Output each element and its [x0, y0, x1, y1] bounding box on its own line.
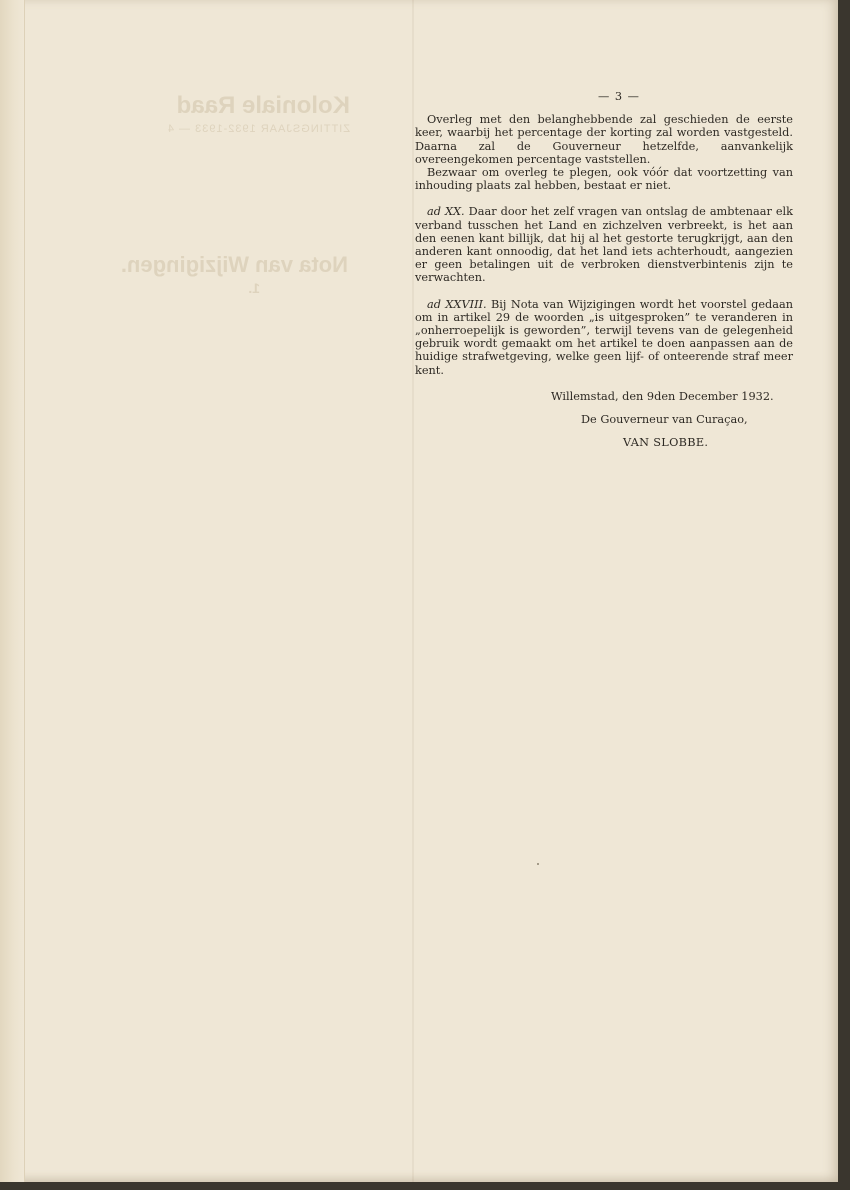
show-through-subtitle: ZITTINGSJAAR 1932-1933 — 4 [166, 123, 350, 135]
paragraph-ad-xxviii [415, 298, 793, 377]
article-reference: ad XXVIII. [427, 297, 487, 311]
paragraph-text: Bezwaar om overleg te plegen, ook vóór dat voortzetting van inhouding plaats zal hebben, bestaat er niet. [415, 166, 793, 193]
page-fold [412, 0, 414, 1182]
show-through-number: 1. [248, 280, 260, 296]
page-number: — 3 — [598, 90, 640, 103]
paragraph-text: Daar door het zelf vragen van ontslag de ambtenaar elk verband tusschen het Land en zichzelven verbreekt, is het aan den eenen kant billijk, dat hij al het gestorte terugkrijgt, aan den anderen kant onnoodig, dat het land iets achterhoudt, aangezien er geen betalingen uit de verbroken dienstverbintenis zijn te verwachten. [415, 205, 794, 285]
show-through-title: Koloniale Raad [176, 92, 350, 119]
paragraph-overleg [415, 113, 793, 166]
place-date: Willemstad, den 9den December 1932. [551, 389, 774, 403]
paragraph-text: Overleg met den belanghebbende zal geschieden de eerste keer, waarbij het percentage der korting zal worden vastgesteld. Daarna zal de Gouverneur hetzelfde, aanvankelijk overeengekomen percentage vaststellen. [415, 113, 793, 166]
paragraph-ad-xx [415, 205, 793, 284]
paragraph-text: Bij Nota van Wijzigingen wordt het voorstel gedaan om in artikel 29 de woorden „is uitgesproken” te veranderen in „onherroepelijk is geworden”, terwijl tevens van de gelegenheid gebruik wordt gemaakt om het artikel te doen aanpassen aan de huidige strafwetgeving, welke geen lijf- of onteerende straf meer kent. [415, 297, 794, 377]
page-content [415, 90, 793, 449]
article-reference: ad XX. [427, 205, 465, 219]
closing-block [415, 390, 793, 450]
governor-title: De Gouverneur van Curaçao, [581, 413, 748, 427]
show-through-heading: Nota van Wijzigingen. [120, 252, 348, 277]
paper-speck [537, 863, 539, 865]
paragraph-bezwaar [415, 166, 793, 192]
signature: VAN SLOBBE. [623, 436, 709, 450]
binding-edge [0, 0, 25, 1182]
